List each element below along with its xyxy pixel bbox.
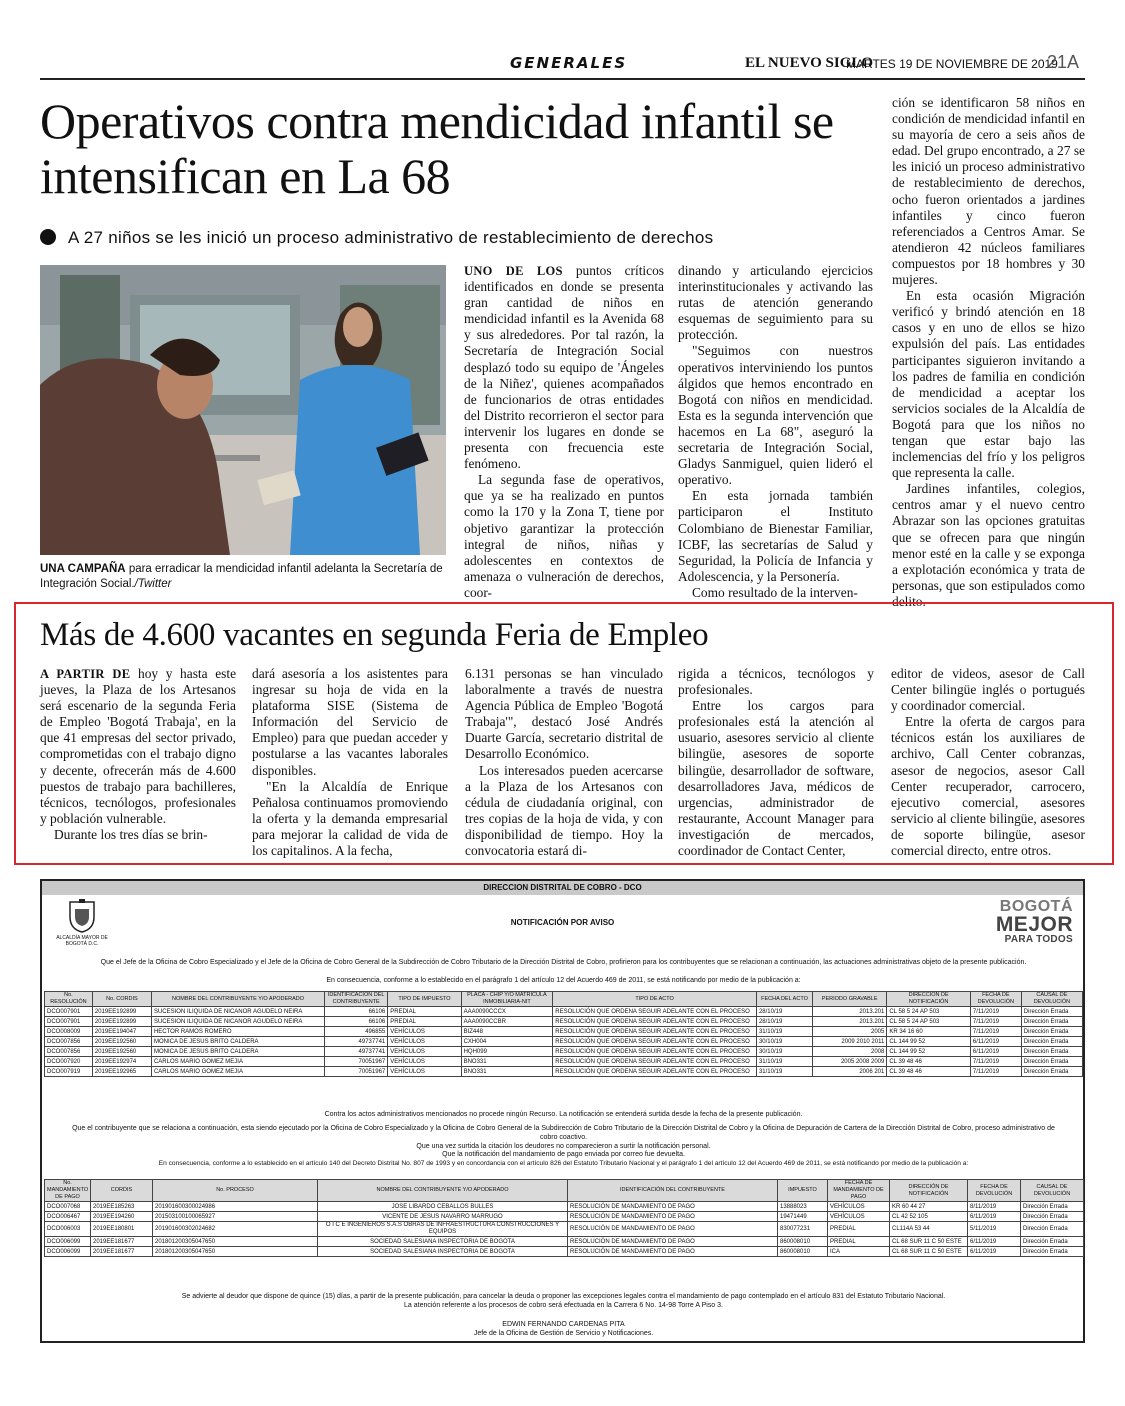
table-cell: 13888023: [778, 1202, 828, 1212]
table-cell: Dirección Errada: [1021, 1027, 1082, 1037]
table-cell: VEHÍCULOS: [388, 1057, 461, 1067]
table-cell: RESOLUCIÓN DE MANDAMIENTO DE PAGO: [568, 1202, 778, 1212]
article2-c5-p1: editor de videos, asesor de Call Center bilingüe inglés o portugués y coordinador comercial.: [891, 666, 1085, 714]
table-cell: PREDIAL: [828, 1237, 890, 1247]
notice-foot-2: La atención referente a los procesos de cobro será efectuada en la Carrera 6 No. 14-98 Torre A Piso 3.: [404, 1302, 723, 1309]
table-cell: BNO331: [461, 1057, 553, 1067]
column-header: PERIODO GRAVABLE: [812, 992, 886, 1007]
column-header: FECHA DEL ACTO: [756, 992, 812, 1007]
table-cell: 6/11/2019: [968, 1247, 1021, 1257]
column-header: No. CORDIS: [92, 992, 151, 1007]
table-cell: 49737741: [325, 1037, 388, 1047]
table-cell: O I C E INGENIEROS S.A.S OBRAS DE INFRAESTRUCTURA CONSTRUCCIONES Y EQUIPOS: [318, 1222, 568, 1237]
table-cell: 2019EE192899: [92, 1007, 151, 1017]
table-cell: MONICA DE JESUS BRITO CALDERA: [151, 1047, 324, 1057]
table-cell: DCO006099: [45, 1247, 91, 1257]
logo-line-1: BOGOTÁ: [999, 898, 1073, 915]
table-cell: 19471449: [778, 1212, 828, 1222]
table-cell: RESOLUCIÓN QUE ORDENA SEGUIR ADELANTE CON EL PROCESO: [553, 1037, 757, 1047]
table-cell: 6/11/2019: [968, 1212, 1021, 1222]
column-header: TIPO DE IMPUESTO: [388, 992, 461, 1007]
table-cell: CL 39 48 46: [887, 1067, 971, 1077]
article1-col3-p2: En esta ocasión Migración verificó y brindó atención en 18 casos y en uno de ellos se hizo expulsión del país. Las entidades participantes siguieron invitando a los padres de familia en condición de mendicidad a aceptar los servicios sociales de la Alcaldía de Bogotá para que los niños no tengan que estar bajo las inclemencias del frío y los peligros que representa la calle.: [892, 288, 1085, 481]
photo-caption: [40, 562, 450, 592]
column-header: PLACA - CHIP Y/O MATRICULA INMOBILIARIA-NIT: [461, 992, 553, 1007]
table-cell: DCO007901: [45, 1007, 93, 1017]
table-cell: CL 39 48 46: [887, 1057, 971, 1067]
notice-mid-5: En consecuencia, conforme a lo establecido en el artículo 140 del Decreto Distrital No. 807 de 1993 y en concordancia con el artículo 826 del Estatuto Tributario Nacional y el parágrafo 1 del artículo 12 del Acuerdo 469 de 2011, se está notificando por medio de la publicación a:: [158, 1160, 969, 1167]
notice-intro-2: En consecuencia, conforme a lo establecido en el parágrafo 1 del artículo 12 del Acuerdo 469 de 2011, se está notificando por medio de la publicación a:: [326, 977, 801, 984]
column-header: No. RESOLUCIÓN: [45, 992, 93, 1007]
table-cell: 2013.201: [812, 1007, 886, 1017]
column-header: No. PROCESO: [153, 1180, 318, 1202]
table-cell: 2006 201: [812, 1067, 886, 1077]
section-name: GENERALES: [510, 54, 628, 72]
coat-of-arms-icon: [67, 899, 97, 933]
article2-headline: Más de 4.600 vacantes en segunda Feria de Empleo: [40, 617, 709, 653]
article1-col1-p1: puntos críticos identificados en donde se presenta gran cantidad de niños en mendicidad infantil es la Avenida 68 y sus alrededores. Por tal razón, la Secretaría de Integración Social desplazó todo su equipo de 'Ángeles de la Niñez', quienes acompañados de funcionarios de otras entidades del Distrito recorrieron el sector para intervenir los lugares en donde se presenta con frecuencia este fenómeno.: [464, 263, 664, 472]
table-cell: VEHÍCULOS: [388, 1047, 461, 1057]
legal-notice: [40, 879, 1085, 1343]
table-cell: RESOLUCIÓN QUE ORDENA SEGUIR ADELANTE CON EL PROCESO: [553, 1047, 757, 1057]
table-cell: CARLOS MARIO GOMEZ MEJIA: [151, 1067, 324, 1077]
column-header: CAUSAL DE DEVOLUCIÓN: [1021, 1180, 1084, 1202]
article2-column-3: [465, 666, 663, 859]
notice-title: NOTIFICACIÓN POR AVISO: [510, 918, 615, 927]
table-cell: Dirección Errada: [1021, 1202, 1084, 1212]
column-header: TIPO DE ACTO: [553, 992, 757, 1007]
column-header: NOMBRE DEL CONTRIBUYENTE Y/O APODERADO: [318, 1180, 568, 1202]
table-cell: 28/10/19: [756, 1007, 812, 1017]
table-cell: Dirección Errada: [1021, 1047, 1082, 1057]
column-header: DIRECCIÓN DE NOTIFICACIÓN: [887, 992, 971, 1007]
table-cell: HQH099: [461, 1047, 553, 1057]
table-1-header-row: [45, 992, 1083, 1007]
notice-foot-1: Se advierte al deudor que dispone de quince (15) días, a partir de la presente publicación, para cancelar la deuda o proponer las excepciones legales contra el mandamiento de pago contemplado en el artículo 831 del Estatuto Tributario Nacional.: [181, 1293, 946, 1300]
table-cell: RESOLUCIÓN DE MANDAMIENTO DE PAGO: [568, 1212, 778, 1222]
article2-c4-p2: Entre los cargos para profesionales está la atención al usuario, asesores servicio al cliente bilingüe, asesores de soporte bilingüe, desarrollador de software, desarrolladores Java, médicos de urgencias, administrador de restaurante, Account Manager para investigación de mercados, coordinador de Contact Center,: [678, 698, 874, 859]
table-cell: DCO008009: [45, 1027, 93, 1037]
table-cell: DCO006003: [45, 1222, 91, 1237]
table-cell: CL 144 99 52: [887, 1047, 971, 1057]
article1-col2-p1: dinando y articulando ejercicios interinstitucionales y activando las rutas de atención generando esquemas de seguimiento para su protección.: [678, 263, 873, 343]
notice-mid-2: Que el contribuyente que se relaciona a continuación, esta siendo ejecutado por la Oficina de Cobro Especializado y la Oficina de Cobro General de la Subdirección de Cobro Tributario de la Dirección Distrital de Cobro y la Oficina de Depuración de Cartera de la Dirección Distrital de Cobro, proceso administrativo de cobro coactivo.: [72, 1125, 1055, 1141]
article2-column-4: [678, 666, 874, 859]
table-cell: DCO007856: [45, 1047, 93, 1057]
article2-c3-p2: Los interesados pueden acercarse a la Plaza de los Artesanos con cédula de ciudadanía original, con tres copias de la hoja de vida, y con disponibilidad de tiempo. Hoy la convocatoria estará di-: [465, 762, 663, 859]
table-cell: 2019EE192974: [92, 1057, 151, 1067]
column-header: IDENTIFICACIÓN DEL CONTRIBUYENTE: [325, 992, 388, 1007]
article2-c1-p1: hoy y hasta este jueves, la Plaza de los Artesanos será escenario de la segunda Feria de Empleo 'Bogotá Trabaja', en la que 41 empresas del sector privado, comprometidas con el trabajo digno y decente, ofrecerán más de 4.600 puestos de trabajo para bachilleres, técnicos, tecnólogos, profesionales y población vulnerable.: [40, 666, 237, 826]
table-cell: DCO006099: [45, 1237, 91, 1247]
column-header: NOMBRE DEL CONTRIBUYENTE Y/O APODERADO: [151, 992, 324, 1007]
page-header: [40, 52, 1085, 80]
table-cell: 201801200305047650: [153, 1237, 318, 1247]
table-cell: DCO007901: [45, 1017, 93, 1027]
table-cell: Dirección Errada: [1021, 1037, 1082, 1047]
notice-bar: DIRECCION DISTRITAL DE COBRO - DCO: [42, 881, 1083, 895]
photo-illustration: [40, 265, 446, 555]
table-cell: BIZ448: [461, 1027, 553, 1037]
article2-c3-p1: 6.131 personas se han vinculado laboralmente a través de nuestra Agencia Pública de Empleo 'Bogotá Trabaja'", destacó José Andrés Duarte García, secretario distrital de Desarrollo Económico.: [465, 666, 663, 762]
caption-credit: /Twitter: [134, 578, 172, 590]
table-cell: Dirección Errada: [1021, 1212, 1084, 1222]
table-cell: PREDIAL: [388, 1017, 461, 1027]
page-number: 21A: [1047, 52, 1080, 72]
table-cell: 496855: [325, 1027, 388, 1037]
article2-c5-p2: Entre la oferta de cargos para técnicos están los auxiliares de archivo, Call Center cobranzas, asesor de negocios, asesor Call Center recuperador, carrocero, ejecutivo comercial, asesores servicio al cliente bilingüe, asesores de soporte bilingüe, asesor comercial directo, entre otros.: [891, 714, 1085, 859]
table-row: [45, 1057, 1083, 1067]
table-cell: 7/11/2019: [970, 1017, 1021, 1027]
table-cell: 49737741: [325, 1047, 388, 1057]
table-row: [45, 1017, 1083, 1027]
table-cell: Dirección Errada: [1021, 1017, 1082, 1027]
caption-text: para erradicar la mendicidad infantil adelanta la Secretaría de Integración Social.: [40, 563, 443, 590]
table-cell: 2019EE185263: [91, 1202, 153, 1212]
article2-column-2: [252, 666, 448, 859]
notice-mid-3: Que una vez surtida la citación los deudores no comparecieron a surtir la notificación personal.: [416, 1143, 711, 1150]
table-cell: DCO006467: [45, 1212, 91, 1222]
table-cell: MONICA DE JESUS BRITO CALDERA: [151, 1037, 324, 1047]
notice-intro-1: Que el Jefe de la Oficina de Cobro Especializado y el Jefe de la Oficina de Cobro General de la Subdirección de Cobro Tributario de la Dirección Distrital de Cobro, profirieron para los contribuyentes que se relacionan a continuación, las actuaciones administrativas objeto de la presente publicación.: [100, 959, 1027, 966]
column-header: No. MANDAMIENTO DE PAGO: [45, 1180, 91, 1202]
article1-col2-p3: En esta jornada también participaron el Instituto Colombiano de Bienestar Familiar, ICBF, las secretarías de Salud y Seguridad, la Policía de Infancia y Adolescencia, y la Personería.: [678, 488, 873, 584]
article2-c2-p2: "En la Alcaldía de Enrique Peñalosa continuamos promoviendo la oferta y la demanda empresarial para mejorar la calidad de vida de los capitalinos. A la fecha,: [252, 778, 448, 859]
table-cell: 2019EE192965: [92, 1067, 151, 1077]
table-cell: 6/11/2019: [970, 1047, 1021, 1057]
table-cell: CL 68 SUR 11 C 50 ESTE: [890, 1237, 968, 1247]
article2-c1-p2: Durante los tres días se brin-: [54, 826, 208, 842]
table-cell: CL 58 5 24 AP 503: [887, 1007, 971, 1017]
table-row: [45, 1212, 1084, 1222]
column-header: FECHA DE DEVOLUCIÓN: [968, 1180, 1021, 1202]
table-cell: 201801200305047650: [153, 1247, 318, 1257]
table-row: [45, 1047, 1083, 1057]
table-cell: CARLOS MARIO GOMEZ MEJIA: [151, 1057, 324, 1067]
seal-text: ALCALDÍA MAYOR DE BOGOTÁ D.C.: [56, 935, 108, 947]
column-header: FECHA DE MANDAMIENTO DE PAGO: [828, 1180, 890, 1202]
article2-c2-p1: dará asesoría a los asistentes para ingresar su hoja de vida en la plataforma SISE (Sistema de Información del Servicio de Empleo) para que puedan acceder y postularse a las vacantes laborales disponibles.: [252, 666, 448, 778]
table-cell: 2013.201: [812, 1017, 886, 1027]
table-cell: RESOLUCIÓN QUE ORDENA SEGUIR ADELANTE CON EL PROCESO: [553, 1017, 757, 1027]
table-cell: 6/11/2019: [970, 1037, 1021, 1047]
table-cell: CL114A 53 44: [890, 1222, 968, 1237]
table-cell: AAA0090CCBR: [461, 1017, 553, 1027]
table-cell: Dirección Errada: [1021, 1222, 1084, 1237]
table-cell: DCO007068: [45, 1202, 91, 1212]
table-cell: Dirección Errada: [1021, 1057, 1082, 1067]
issue-date: MARTES 19 DE NOVIEMBRE DE 2019: [846, 57, 1058, 71]
column-header: CORDIS: [91, 1180, 153, 1202]
table-cell: 5/11/2019: [968, 1222, 1021, 1237]
table-cell: DCO007920: [45, 1057, 93, 1067]
article1-lead: UNO DE LOS: [464, 264, 563, 278]
table-cell: 70051967: [325, 1067, 388, 1077]
article1-col2-p4: Como resultado de la interven-: [692, 584, 858, 600]
table-row: [45, 1027, 1083, 1037]
article1-subhead: [40, 228, 870, 248]
table-cell: SOCIEDAD SALESIANA INSPECTORIA DE BOGOTA: [318, 1247, 568, 1257]
article1-col2-p2: "Seguimos con nuestros operativos interviniendo los puntos álgidos que hemos encontrado en Bogotá con niños en mendicidad. Esta es la segunda intervención que hacemos en La 68", aseguró la secretaria de Integración Social, Gladys Sanmiguel, quien lideró el operativo.: [678, 343, 873, 488]
table-cell: 31/10/19: [756, 1067, 812, 1077]
table-cell: CL 144 99 52: [887, 1037, 971, 1047]
table-cell: 860008010: [778, 1247, 828, 1257]
article2-lead: A PARTIR DE: [40, 667, 131, 681]
table-cell: HECTOR RAMOS ROMERO: [151, 1027, 324, 1037]
table-cell: RESOLUCIÓN QUE ORDENA SEGUIR ADELANTE CON EL PROCESO: [553, 1067, 757, 1077]
table-cell: RESOLUCIÓN DE MANDAMIENTO DE PAGO: [568, 1247, 778, 1257]
logo-line-3: PARA TODOS: [1004, 934, 1073, 945]
table-row: [45, 1007, 1083, 1017]
table-1-body: [45, 1007, 1083, 1077]
signature-name: EDWIN FERNANDO CARDENAS PITA: [502, 1321, 625, 1328]
table-cell: RESOLUCIÓN DE MANDAMIENTO DE PAGO: [568, 1222, 778, 1237]
table-cell: SUCESION ILIQUIDA DE NICANOR AGUDELO NEIRA: [151, 1017, 324, 1027]
table-cell: KR 60 44 27: [890, 1202, 968, 1212]
table-cell: 201503100100065927: [153, 1212, 318, 1222]
table-cell: 2019EE192560: [92, 1047, 151, 1057]
table-2-header-row: [45, 1180, 1084, 1202]
table-cell: AAA0090CCCX: [461, 1007, 553, 1017]
bullet-icon: [40, 229, 56, 245]
article1-photo: [40, 265, 446, 555]
article1-col3-p1: ción se identificaron 58 niños en condición de mendicidad infantil en su mayoría de cero a seis años de edad. Del grupo encontrado, a 27 se les inició un proceso administrativo de restablecimiento de derechos, ocho fueron orientados a jardines infantiles y cinco fueron referenciados a Centros Amar. Se atendieron 42 núcleos familiares compuestos por 18 hombres y 30 mujeres.: [892, 95, 1085, 288]
table-cell: Dirección Errada: [1021, 1067, 1082, 1077]
table-cell: 2019EE180801: [91, 1222, 153, 1237]
bogota-logo: [963, 899, 1073, 949]
table-cell: 2008: [812, 1047, 886, 1057]
table-cell: SOCIEDAD SALESIANA INSPECTORIA DE BOGOTA: [318, 1237, 568, 1247]
table-cell: 70051967: [325, 1057, 388, 1067]
table-cell: RESOLUCIÓN QUE ORDENA SEGUIR ADELANTE CON EL PROCESO: [553, 1007, 757, 1017]
table-cell: 7/11/2019: [970, 1057, 1021, 1067]
table-cell: Dirección Errada: [1021, 1237, 1084, 1247]
table-cell: PREDIAL: [828, 1222, 890, 1237]
table-cell: 860008010: [778, 1237, 828, 1247]
table-cell: CXH004: [461, 1037, 553, 1047]
column-header: CAUSAL DE DEVOLUCIÓN: [1021, 992, 1082, 1007]
column-header: FECHA DE DEVOLUCIÓN: [970, 992, 1021, 1007]
table-cell: 2009 2010 2011: [812, 1037, 886, 1047]
table-cell: 2019EE192560: [92, 1037, 151, 1047]
table-row: [45, 1247, 1084, 1257]
article1-subhead-text: A 27 niños se les inició un proceso administrativo de restablecimiento de derechos: [68, 228, 714, 247]
table-row: [45, 1037, 1083, 1047]
table-cell: PREDIAL: [388, 1007, 461, 1017]
table-cell: KR 34 16 60: [887, 1027, 971, 1037]
article1-column-1: [464, 263, 664, 601]
article1-headline: Operativos contra mendicidad infantil se intensifican en La 68: [40, 93, 834, 204]
table-cell: 2019EE181677: [91, 1247, 153, 1257]
table-cell: DCO007919: [45, 1067, 93, 1077]
table-2-body: [45, 1202, 1084, 1257]
table-cell: 2019EE192899: [92, 1017, 151, 1027]
table-cell: 830077231: [778, 1222, 828, 1237]
table-cell: 66106: [325, 1017, 388, 1027]
column-header: IDENTIFICACIÓN DEL CONTRIBUYENTE: [568, 1180, 778, 1202]
table-cell: 201901600302024682: [153, 1222, 318, 1237]
table-cell: 7/11/2019: [970, 1007, 1021, 1017]
table-cell: RESOLUCIÓN QUE ORDENA SEGUIR ADELANTE CON EL PROCESO: [553, 1027, 757, 1037]
table-row: [45, 1202, 1084, 1212]
table-cell: CL 42 52 105: [890, 1212, 968, 1222]
table-row: [45, 1237, 1084, 1247]
table-cell: 2019EE194260: [91, 1212, 153, 1222]
notice-mid-1: Contra los actos administrativos mencionados no procede ningún Recurso. La notificación se entenderá surtida desde la fecha de la presente publicación.: [324, 1111, 803, 1118]
article2-column-1: [40, 666, 236, 843]
newspaper-name: EL NUEVO SIGLO: [745, 55, 874, 71]
table-cell: Dirección Errada: [1021, 1247, 1084, 1257]
table-cell: DCO007856: [45, 1037, 93, 1047]
table-cell: 7/11/2019: [970, 1027, 1021, 1037]
article1-col3-p3: Jardines infantiles, colegios, centros amar y el nuevo centro Abrazar son las opciones gratuitas que se ofrecen para que ningún menor esté en la calle y se exponga a explotación económica y trata de personas, que son estipulados como delito.: [892, 481, 1085, 609]
table-cell: Dirección Errada: [1021, 1007, 1082, 1017]
table-cell: 66106: [325, 1007, 388, 1017]
table-cell: 2019EE194047: [92, 1027, 151, 1037]
table-cell: 31/10/19: [756, 1057, 812, 1067]
table-cell: RESOLUCIÓN DE MANDAMIENTO DE PAGO: [568, 1237, 778, 1247]
notice-table-1: [44, 991, 1083, 1077]
table-cell: 2019EE181677: [91, 1237, 153, 1247]
table-cell: SUCESION ILIQUIDA DE NICANOR AGUDELO NEIRA: [151, 1007, 324, 1017]
article1-column-2: [678, 263, 873, 601]
table-cell: VEHÍCULOS: [388, 1027, 461, 1037]
article2-c4-p1: rigida a técnicos, tecnólogos y profesionales.: [678, 666, 874, 698]
table-cell: VEHÍCULOS: [828, 1212, 890, 1222]
table-cell: VEHÍCULOS: [388, 1067, 461, 1077]
table-cell: 6/11/2019: [968, 1237, 1021, 1247]
table-cell: 7/11/2019: [970, 1067, 1021, 1077]
table-cell: 30/10/19: [756, 1047, 812, 1057]
signature-title: Jefe de la Oficina de Gestión de Servicio y Notificaciones.: [473, 1330, 654, 1337]
article2-column-5: [891, 666, 1085, 859]
table-cell: 8/11/2019: [968, 1202, 1021, 1212]
table-cell: ICA: [828, 1247, 890, 1257]
table-cell: VEHÍCULOS: [828, 1202, 890, 1212]
column-header: IMPUESTO: [778, 1180, 828, 1202]
logo-line-2: MEJOR: [995, 913, 1073, 936]
table-cell: RESOLUCIÓN QUE ORDENA SEGUIR ADELANTE CON EL PROCESO: [553, 1057, 757, 1067]
article1-column-3: [892, 95, 1085, 610]
caption-lead: UNA CAMPAÑA: [40, 563, 126, 575]
table-cell: VEHÍCULOS: [388, 1037, 461, 1047]
article1-col1-p2: La segunda fase de operativos, que ya se ha realizado en puntos como la 170 y la Zona T, tiene por objetivo garantizar la protección integral de niños, niñas y adolescentes en contextos de amenaza o vulneración de derechos, coor-: [464, 472, 664, 600]
table-row: [45, 1222, 1084, 1237]
table-cell: 2005 2008 2009: [812, 1057, 886, 1067]
notice-mid-4: Que la notificación del mandamiento de pago enviada por correo fue devuelta.: [442, 1151, 685, 1158]
column-header: DIRECCIÓN DE NOTIFICACIÓN: [890, 1180, 968, 1202]
table-cell: BNO331: [461, 1067, 553, 1077]
table-cell: 30/10/19: [756, 1037, 812, 1047]
notice-table-2: [44, 1179, 1084, 1257]
table-cell: 2005: [812, 1027, 886, 1037]
table-cell: CL 68 SUR 11 C 50 ESTE: [890, 1247, 968, 1257]
table-cell: 28/10/19: [756, 1017, 812, 1027]
table-cell: JOSE LIBARDO CEBALLOS BULLES: [318, 1202, 568, 1212]
table-cell: 31/10/19: [756, 1027, 812, 1037]
table-row: [45, 1067, 1083, 1077]
table-cell: 201901600300024986: [153, 1202, 318, 1212]
table-cell: VICENTE DE JESUS NAVARRO MARRUGO: [318, 1212, 568, 1222]
table-cell: CL 58 5 24 AP 503: [887, 1017, 971, 1027]
